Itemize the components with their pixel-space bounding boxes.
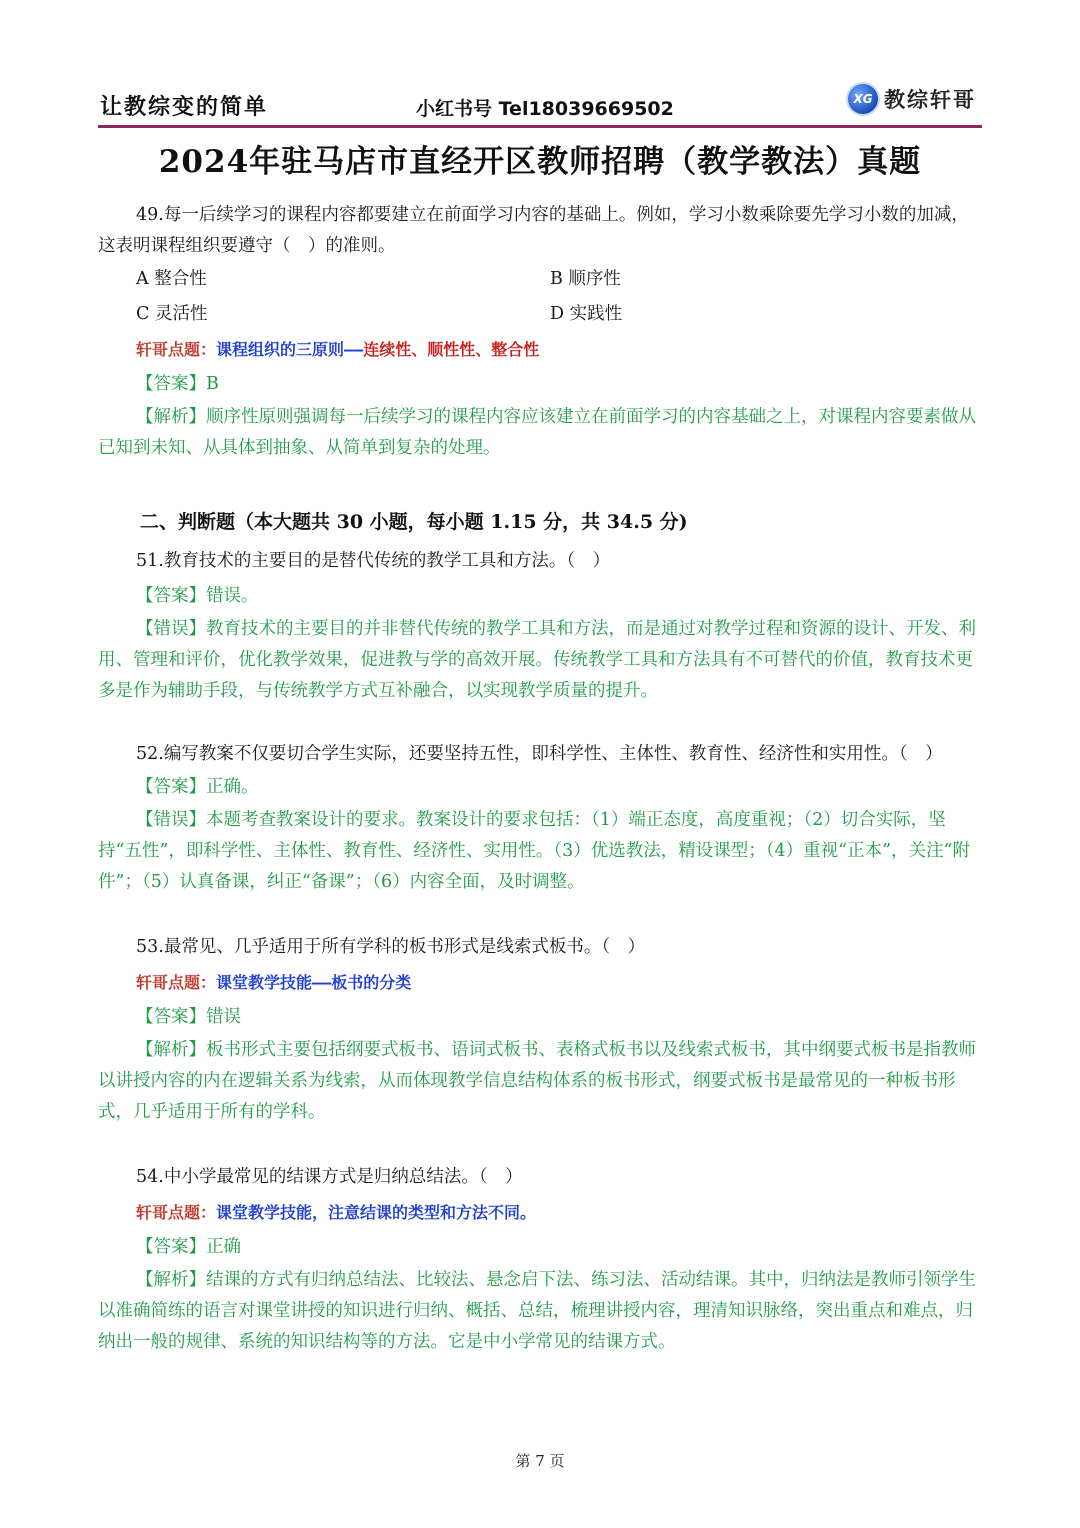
question-53-tip (98, 965, 978, 1000)
question-52-stem: 52.编写教案不仅要切合学生实际，还要坚持五性，即科学性、主体性、教育性、经济性和实用性。（ ） (136, 744, 943, 764)
question-54-explanation: 【解析】结课的方式有归纳总结法、比较法、悬念启下法、练习法、活动结课。其中，归纳法是教师引领学生以准确简练的语言对课堂讲授的知识进行归纳、概括、总结，梳理讲授内容，理清知识脉络，突出重点和难点，归纳出一般的规律、系统的知识结构等的方法。它是中小学常见的结课方式。 (98, 1270, 976, 1352)
tip-label: 轩哥点题： (136, 973, 217, 992)
question-54-stem: 54.中小学最常见的结课方式是归纳总结法。（ ） (136, 1167, 523, 1187)
question-54-answer: 【答案】正确 (136, 1237, 241, 1257)
question-49-tip (98, 332, 978, 367)
xg-logo-icon: XG (848, 84, 878, 114)
question-51-explanation: 【错误】教育技术的主要目的并非替代传统的教学工具和方法，而是通过对教学过程和资源的设计、开发、利用、管理和评价，优化教学效果，促进教与学的高效开展。传统教学工具和方法具有不可替代的价值，教育技术更多是作为辅助手段，与传统教学方式互补融合，以实现教学质量的提升。 (98, 619, 976, 701)
option-c: C 灵活性 (136, 304, 208, 324)
question-49-options-row-2 (98, 297, 978, 332)
question-53-explanation: 【解析】板书形式主要包括纲要式板书、语词式板书、表格式板书以及线索式板书，其中纲要式板书是指教师以讲授内容的内在逻辑关系为线索，从而体现教学信息结构体系的板书形式，纲要式板书是最常见的一种板书形式，几乎适用于所有的学科。 (98, 1040, 976, 1122)
question-49-explanation: 【解析】顺序性原则强调每一后续学习的课程内容应该建立在前面学习的内容基础之上，对课程内容要素做从已知到未知、从具体到抽象、从简单到复杂的处理。 (98, 407, 976, 458)
option-d: D 实践性 (550, 304, 623, 324)
question-52-explanation: 【错误】本题考查教案设计的要求。教案设计的要求包括：（1）端正态度，高度重视；（2）切合实际，坚持“五性”，即科学性、主体性、教育性、经济性、实用性。（3）优选教法，精设课型；（4）重视“正本”，关注“附件”；（5）认真备课，纠正“备课”；（6）内容全面，及时调整。 (98, 810, 970, 892)
header-contact: 小红书号 Tel18039669502 (416, 98, 674, 120)
page-title: 2024年驻马店市直经开区教师招聘（教学教法）真题 (158, 144, 922, 180)
question-53-stem: 53.最常见、几乎适用于所有学科的板书形式是线索式板书。（ ） (136, 937, 646, 957)
question-49-stem: 49.每一后续学习的课程内容都要建立在前面学习内容的基础上。例如，学习小数乘除要先学习小数的加减，这表明课程组织要遵守（ ）的准则。 (98, 205, 969, 256)
tip-label: 轩哥点题： (136, 340, 217, 359)
question-54-tip (98, 1195, 978, 1230)
page-number: 第 7 页 (515, 1452, 565, 1470)
question-49-options-row-1 (98, 262, 978, 297)
option-a: A 整合性 (136, 269, 207, 289)
option-b: B 顺序性 (550, 269, 621, 289)
tip-topic: 课堂教学技能，注意结课的类型和方法不同。 (216, 1203, 537, 1222)
page-header (98, 84, 982, 126)
tip-points: 连续性、顺性性、整合性 (363, 340, 540, 359)
question-53-answer: 【答案】错误 (136, 1007, 241, 1027)
question-52-answer: 【答案】正确。 (136, 777, 259, 797)
header-divider (98, 125, 982, 128)
brand-name: 教综轩哥 (884, 88, 976, 112)
question-51-stem: 51.教育技术的主要目的是替代传统的教学工具和方法。（ ） (136, 551, 611, 571)
header-slogan: 让教综变的简单 (100, 95, 269, 120)
question-49-answer: 【答案】B (136, 374, 219, 394)
tip-topic: 课堂教学技能——板书的分类 (216, 973, 412, 992)
question-51-answer: 【答案】错误。 (136, 586, 259, 606)
section-heading-judgement: 二、判断题（本大题共 30 小题，每小题 1.15 分，共 34.5 分) (140, 511, 688, 533)
tip-label: 轩哥点题： (136, 1203, 217, 1222)
tip-topic: 课程组织的三原则—— (216, 340, 364, 359)
document-body (98, 200, 978, 1358)
brand-logo (848, 84, 976, 114)
